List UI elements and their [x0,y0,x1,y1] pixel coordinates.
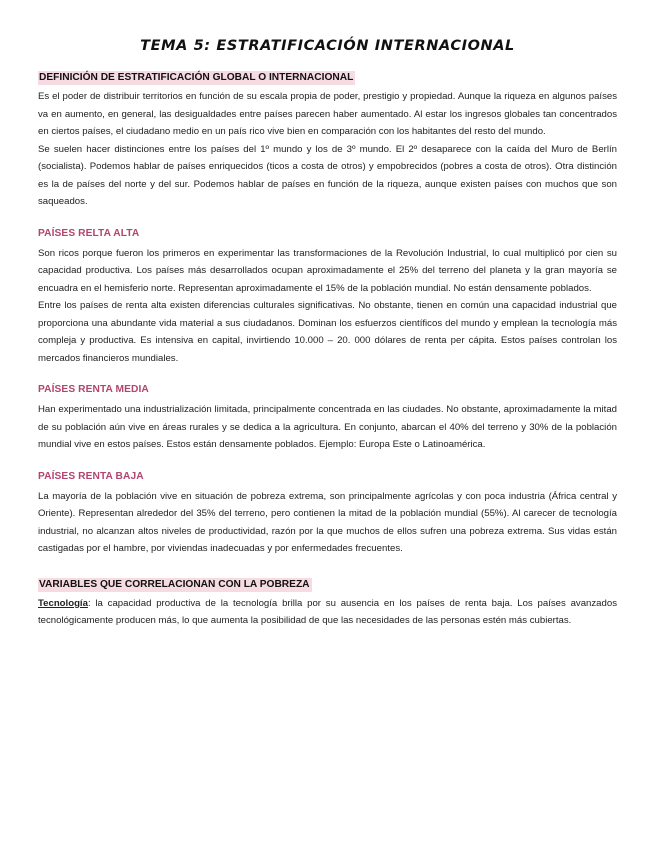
paragraph: La mayoría de la población vive en situación de pobreza extrema, son principalmente agrícolas y con poca industria (África central y Oriente). Representan alrededor del 35% del terreno, pero contienen la mitad de la población mundial (55%). Al carecer de tecnología industrial, no alcanzan altos niveles de productividad, razón por la que muchos de ellos sufren una pobreza extrema. Sus vidas están castigadas por el hambre, por viviendas inadecuadas y por enfermedades frecuentes. [38,490,617,554]
paragraph: Es el poder de distribuir territorios en función de su escala propia de poder, prestigio y propiedad. Aunque la riqueza en algunos países va en aumento, en general, las desigualdades entre países parecen haber aumentado. Al estar los ingresos globales tan concentrados en ciertos países, el ciudadano medio en un país rico vive bien en comparación con los habitantes del resto del mundo. [38,91,617,137]
page-title: TEMA 5: ESTRATIFICACIÓN INTERNACIONAL [140,38,515,54]
section-heading: PAÍSES RELTA ALTA [38,227,140,239]
paragraph [38,595,617,630]
section-renta-media [38,383,617,454]
section-heading: PAÍSES RENTA MEDIA [38,384,149,395]
paragraph: Son ricos porque fueron los primeros en experimentar las transformaciones de la Revolución Industrial, lo cual multiplicó por cien su capacidad productiva. Los países más desarrollados ocupan aproximadamente el 25% del terreno del planeta y la gran mayoría se encuadra en el hemisferio norte. Representan aproximadamente el 15% de la población mundial. No están densamente poblados. [38,247,617,294]
section-definition [38,67,617,211]
paragraph: Han experimentado una industrialización limitada, principalmente concentrada en las ciudades. No obstante, aproximadamente la mitad de su población aún vive en áreas rurales y se dedica a la agricultura. En conjunto, abarcan el 40% del terreno y 30% de la población mundial vive en estos países. Estos están densamente poblados. Ejemplo: Europa Este o Latinoamérica. [38,404,617,450]
paragraph: Se suelen hacer distinciones entre los países del 1º mundo y los de 3º mundo. El 2º desaparece con la caída del Muro de Berlín (socialista). Podemos hablar de países enriquecidos (ticos a costa de otros) y empobrecidos (pobres a costa de otros). Otra distinción es la de países del norte y del sur. Podemos hablar de países en función de la riqueza, aunque existen países con muchos que son saqueados. [38,143,617,207]
section-renta-baja [38,470,617,558]
section-renta-alta [38,227,617,368]
section-heading: VARIABLES QUE CORRELACIONAN CON LA POBREZA [39,578,310,590]
section-heading: DEFINICIÓN DE ESTRATIFICACIÓN GLOBAL O INTERNACIONAL [39,72,354,83]
section-heading: PAÍSES RENTA BAJA [38,470,144,482]
paragraph: Entre los países de renta alta existen diferencias culturales significativas. No obstante, tienen en común una capacidad industrial que proporciona una abundante vida material a sus ciudadanos. Dominan los esfuerzos científicos del mundo y emplean la tecnología más compleja y productiva. Es intensiva en capital, invirtiendo 10.000 – 20. 000 dólares de renta per cápita. Estos países controlan los mercados financieros mundiales. [38,300,617,364]
term-definition: : la capacidad productiva de la tecnología brilla por su ausencia en los países de renta baja. Los países avanzados tecnológicamente producen más, lo que aumenta la posibilidad de que las necesidades de las personas estén más cubiertas. [38,597,617,626]
term-tecnologia: Tecnología [38,597,88,609]
section-variables [38,574,617,630]
